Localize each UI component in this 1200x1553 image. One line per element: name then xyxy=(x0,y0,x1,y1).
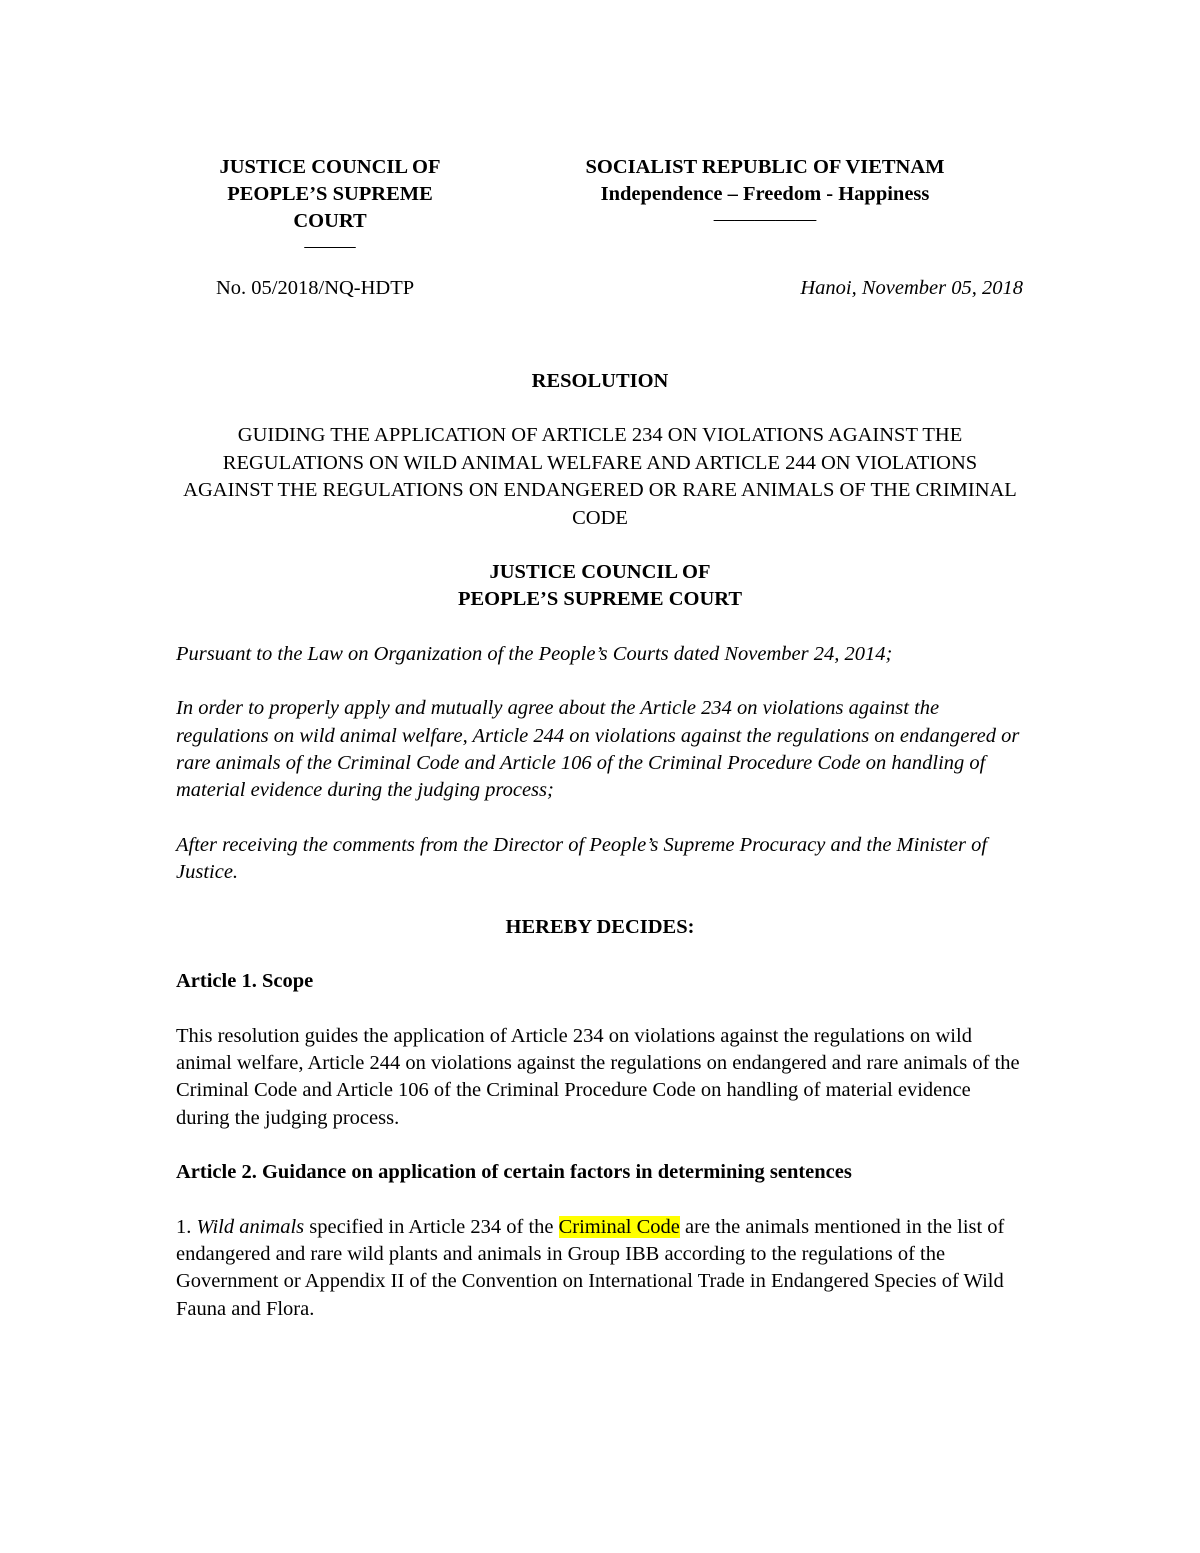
issuer-line: PEOPLE’S SUPREME xyxy=(227,183,433,205)
document-subtitle: GUIDING THE APPLICATION OF ARTICLE 234 ON VIOLATIONS AGAINST THE REGULATIONS ON WILD ANIMAL WELFARE AND ARTICLE 244 ON VIOLATIONS AGAINST THE REGULATIONS ON ENDANGERED OR RARE ANIMALS OF THE CRIMINAL CODE xyxy=(183,424,1017,529)
document-date: Hanoi, November 05, 2018 xyxy=(800,277,1023,299)
issuer-line: JUSTICE COUNCIL OF xyxy=(219,156,441,178)
article-1-body: This resolution guides the application of Article 234 on violations against the regulations on wild animal welfare, Article 244 on violations against the regulations on endangered and rare animals of the Criminal Code and Article 106 of the Criminal Procedure Code on handling of material evidence during the judging process. xyxy=(176,1024,1020,1129)
nation-line: SOCIALIST REPUBLIC OF VIETNAM xyxy=(585,156,945,178)
article-2-heading: Article 2. Guidance on application of certain factors in determining sentences xyxy=(176,1161,852,1184)
issuer-header xyxy=(199,154,461,257)
item-text: are the animals mentioned in the list of endangered and rare wild plants and animals in Group IBB according to the regulations of the Government or Appendix II of the Convention on International Trade in Endangered Species of Wild Fauna and Flora. xyxy=(176,1215,1005,1320)
council-line: PEOPLE’S SUPREME COURT xyxy=(457,588,743,611)
document-number: No. 05/2018/NQ-HDTP xyxy=(216,277,415,299)
preamble-paragraph: Pursuant to the Law on Organization of the People’s Courts dated November 24, 2014; xyxy=(176,642,893,665)
nation-header xyxy=(540,154,990,230)
document-title: RESOLUTION xyxy=(531,370,669,392)
council-heading xyxy=(176,559,1024,614)
council-line: JUSTICE COUNCIL OF xyxy=(489,561,711,584)
issuer-rule: ––––– xyxy=(304,235,356,257)
item-number: 1. xyxy=(176,1215,197,1238)
item-text: specified in Article 234 of the xyxy=(304,1215,559,1238)
document-body xyxy=(176,368,1024,1350)
decides-heading: HEREBY DECIDES: xyxy=(505,915,695,938)
nation-rule: –––––––––– xyxy=(713,208,817,230)
highlighted-text: Criminal Code xyxy=(558,1215,680,1238)
motto-line: Independence – Freedom - Happiness xyxy=(600,183,930,205)
article-2-item-1 xyxy=(176,1214,1024,1324)
article-1-heading: Article 1. Scope xyxy=(176,970,314,993)
preamble-paragraph: After receiving the comments from the Director of People’s Supreme Procuracy and the Minister of Justice. xyxy=(176,833,988,884)
issuer-line: COURT xyxy=(293,210,367,232)
preamble-paragraph: In order to properly apply and mutually agree about the Article 234 on violations against the regulations on wild animal welfare, Article 244 on violations against the regulations on endangered or rare animals of the Criminal Code and Article 106 of the Criminal Procedure Code on handling of material evidence during the judging process; xyxy=(176,697,1020,802)
defined-term: Wild animals xyxy=(196,1215,305,1238)
